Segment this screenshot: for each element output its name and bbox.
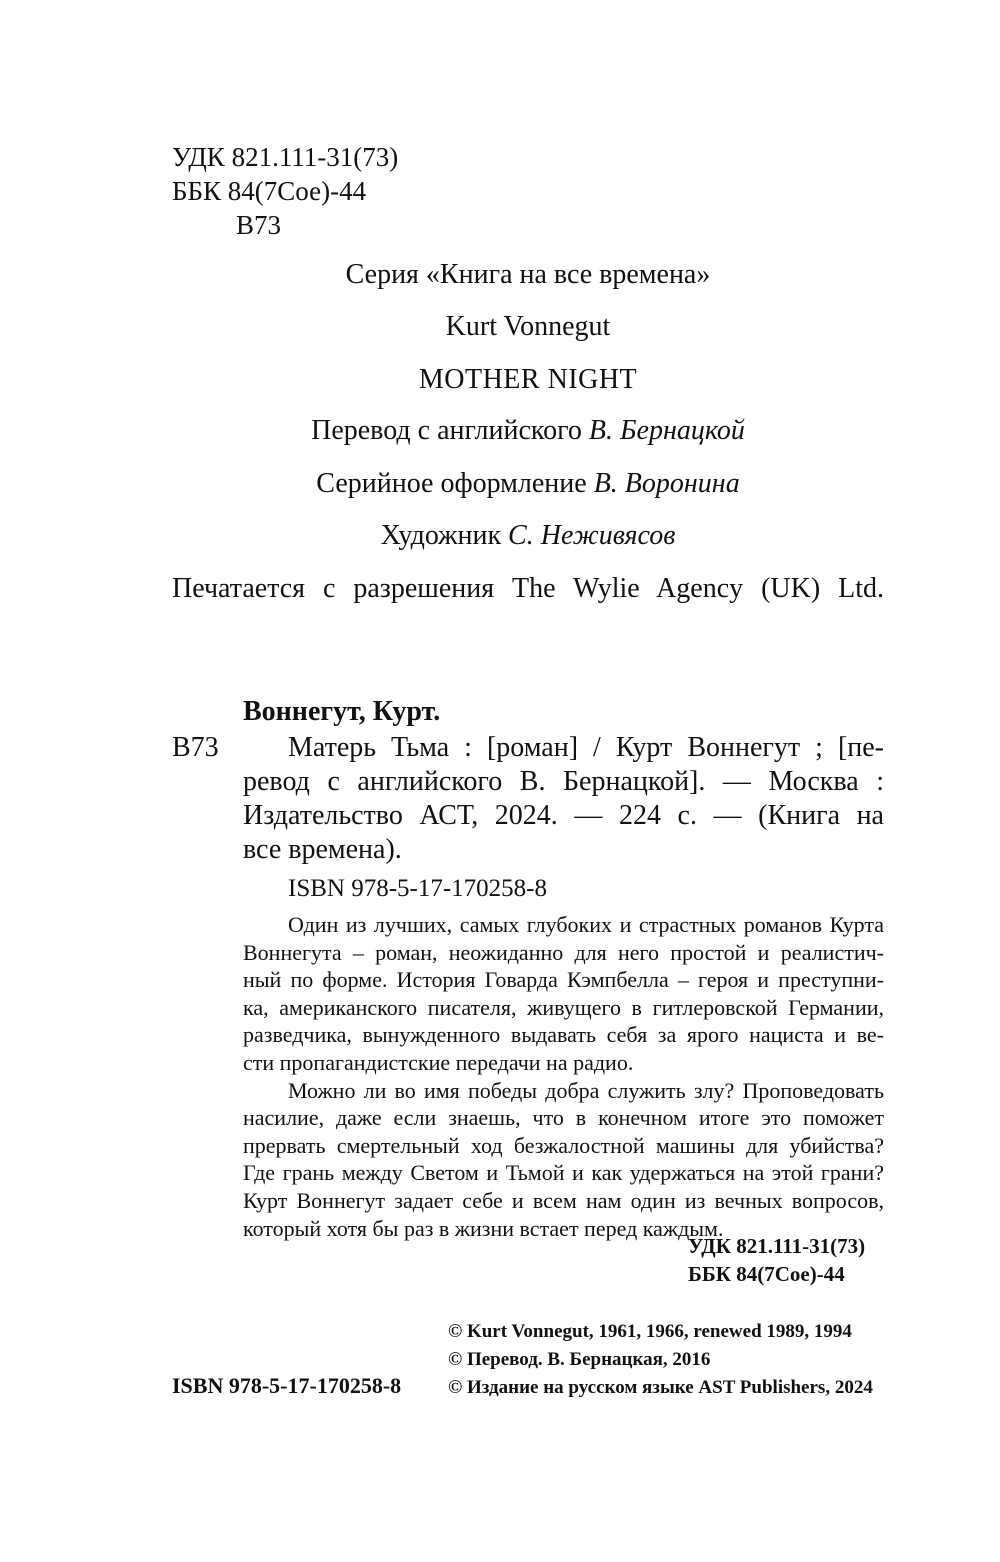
record-description-line: Матерь Тьма : [роман] / Курт Воннегут ; [пе- bbox=[288, 732, 884, 763]
record-description bbox=[243, 731, 884, 867]
original-author: Kurt Vonnegut bbox=[445, 311, 611, 342]
artist-name: С. Неживясов bbox=[508, 520, 676, 551]
copyright-original: © Kurt Vonnegut, 1961, 1966, renewed 1989, 1994 bbox=[448, 1321, 852, 1342]
artist-credit bbox=[172, 519, 884, 553]
annotation-line: разведчика, вынужденного выдавать себя за ярого нациста и ве- bbox=[243, 1022, 884, 1048]
annotation-line: Курт Воннегут задает себе и всем нам один из вечных вопросов, bbox=[243, 1187, 884, 1213]
annotation-line: ный по форме. История Говарда Кэмпбелла – героя и преступни- bbox=[243, 967, 884, 993]
original-title: MOTHER NIGHT bbox=[418, 364, 638, 395]
annotation bbox=[243, 911, 884, 1242]
translation-credit bbox=[172, 414, 884, 448]
record-author-mark: В73 bbox=[172, 732, 219, 763]
translator-name: В. Бернацкой bbox=[588, 415, 745, 446]
annotation-line: Можно ли во имя победы добра служить злу? Проповедовать bbox=[288, 1077, 884, 1103]
annotation-line: который хотя бы раз в жизни встает перед каждым. bbox=[243, 1215, 724, 1241]
udk-code: УДК 821.111-31(73) bbox=[172, 142, 399, 172]
designer-name: В. Воронина bbox=[593, 468, 740, 499]
permission-line: Печатается с разрешения The Wylie Agency (UK) Ltd. bbox=[172, 573, 884, 604]
annotation-line: прервать смертельный ход безжалостной машины для убийства? bbox=[243, 1132, 884, 1158]
annotation-line: насилие, даже если знаешь, что в конечном итоге это поможет bbox=[243, 1105, 884, 1131]
record-description-line: Издательство АСТ, 2024. — 224 с. — (Книга на bbox=[243, 800, 884, 831]
author-mark: В73 bbox=[236, 210, 282, 240]
copyright-edition: © Издание на русском языке AST Publishers, 2024 bbox=[448, 1377, 873, 1398]
record-author-heading: Воннегут, Курт. bbox=[243, 696, 441, 727]
design-prefix: Серийное оформление bbox=[316, 468, 587, 499]
record-description-line: все времена). bbox=[243, 834, 402, 865]
annotation-line: Один из лучших, самых глубоких и страстных романов Курта bbox=[288, 912, 884, 937]
translation-prefix: Перевод с английского bbox=[311, 415, 582, 446]
annotation-line: Воннегута – роман, неожиданно для него простой и реалистич- bbox=[243, 939, 884, 965]
bottom-udk-code: УДК 821.111-31(73) bbox=[688, 1234, 866, 1258]
bbk-code: ББК 84(7Сое)-44 bbox=[172, 176, 367, 206]
series-line: Серия «Книга на все времена» bbox=[345, 259, 711, 290]
bottom-bbk-code: ББК 84(7Сое)-44 bbox=[688, 1262, 845, 1286]
design-credit bbox=[172, 467, 884, 501]
artist-prefix: Художник bbox=[380, 520, 502, 551]
annotation-line: ка, американского писателя, живущего в гитлеровской Германии, bbox=[243, 994, 884, 1020]
record-isbn: ISBN 978-5-17-170258-8 bbox=[288, 875, 548, 902]
annotation-line: сти пропагандистские передачи на радио. bbox=[243, 1049, 634, 1075]
copyright-translation: © Перевод. В. Бернацкая, 2016 bbox=[448, 1349, 711, 1370]
record-description-line: ревод с английского В. Бернацкой]. — Москва : bbox=[243, 766, 884, 797]
bottom-isbn: ISBN 978-5-17-170258-8 bbox=[172, 1373, 402, 1398]
annotation-line: Где грань между Светом и Тьмой и как удержаться на этой грани? bbox=[243, 1160, 884, 1186]
